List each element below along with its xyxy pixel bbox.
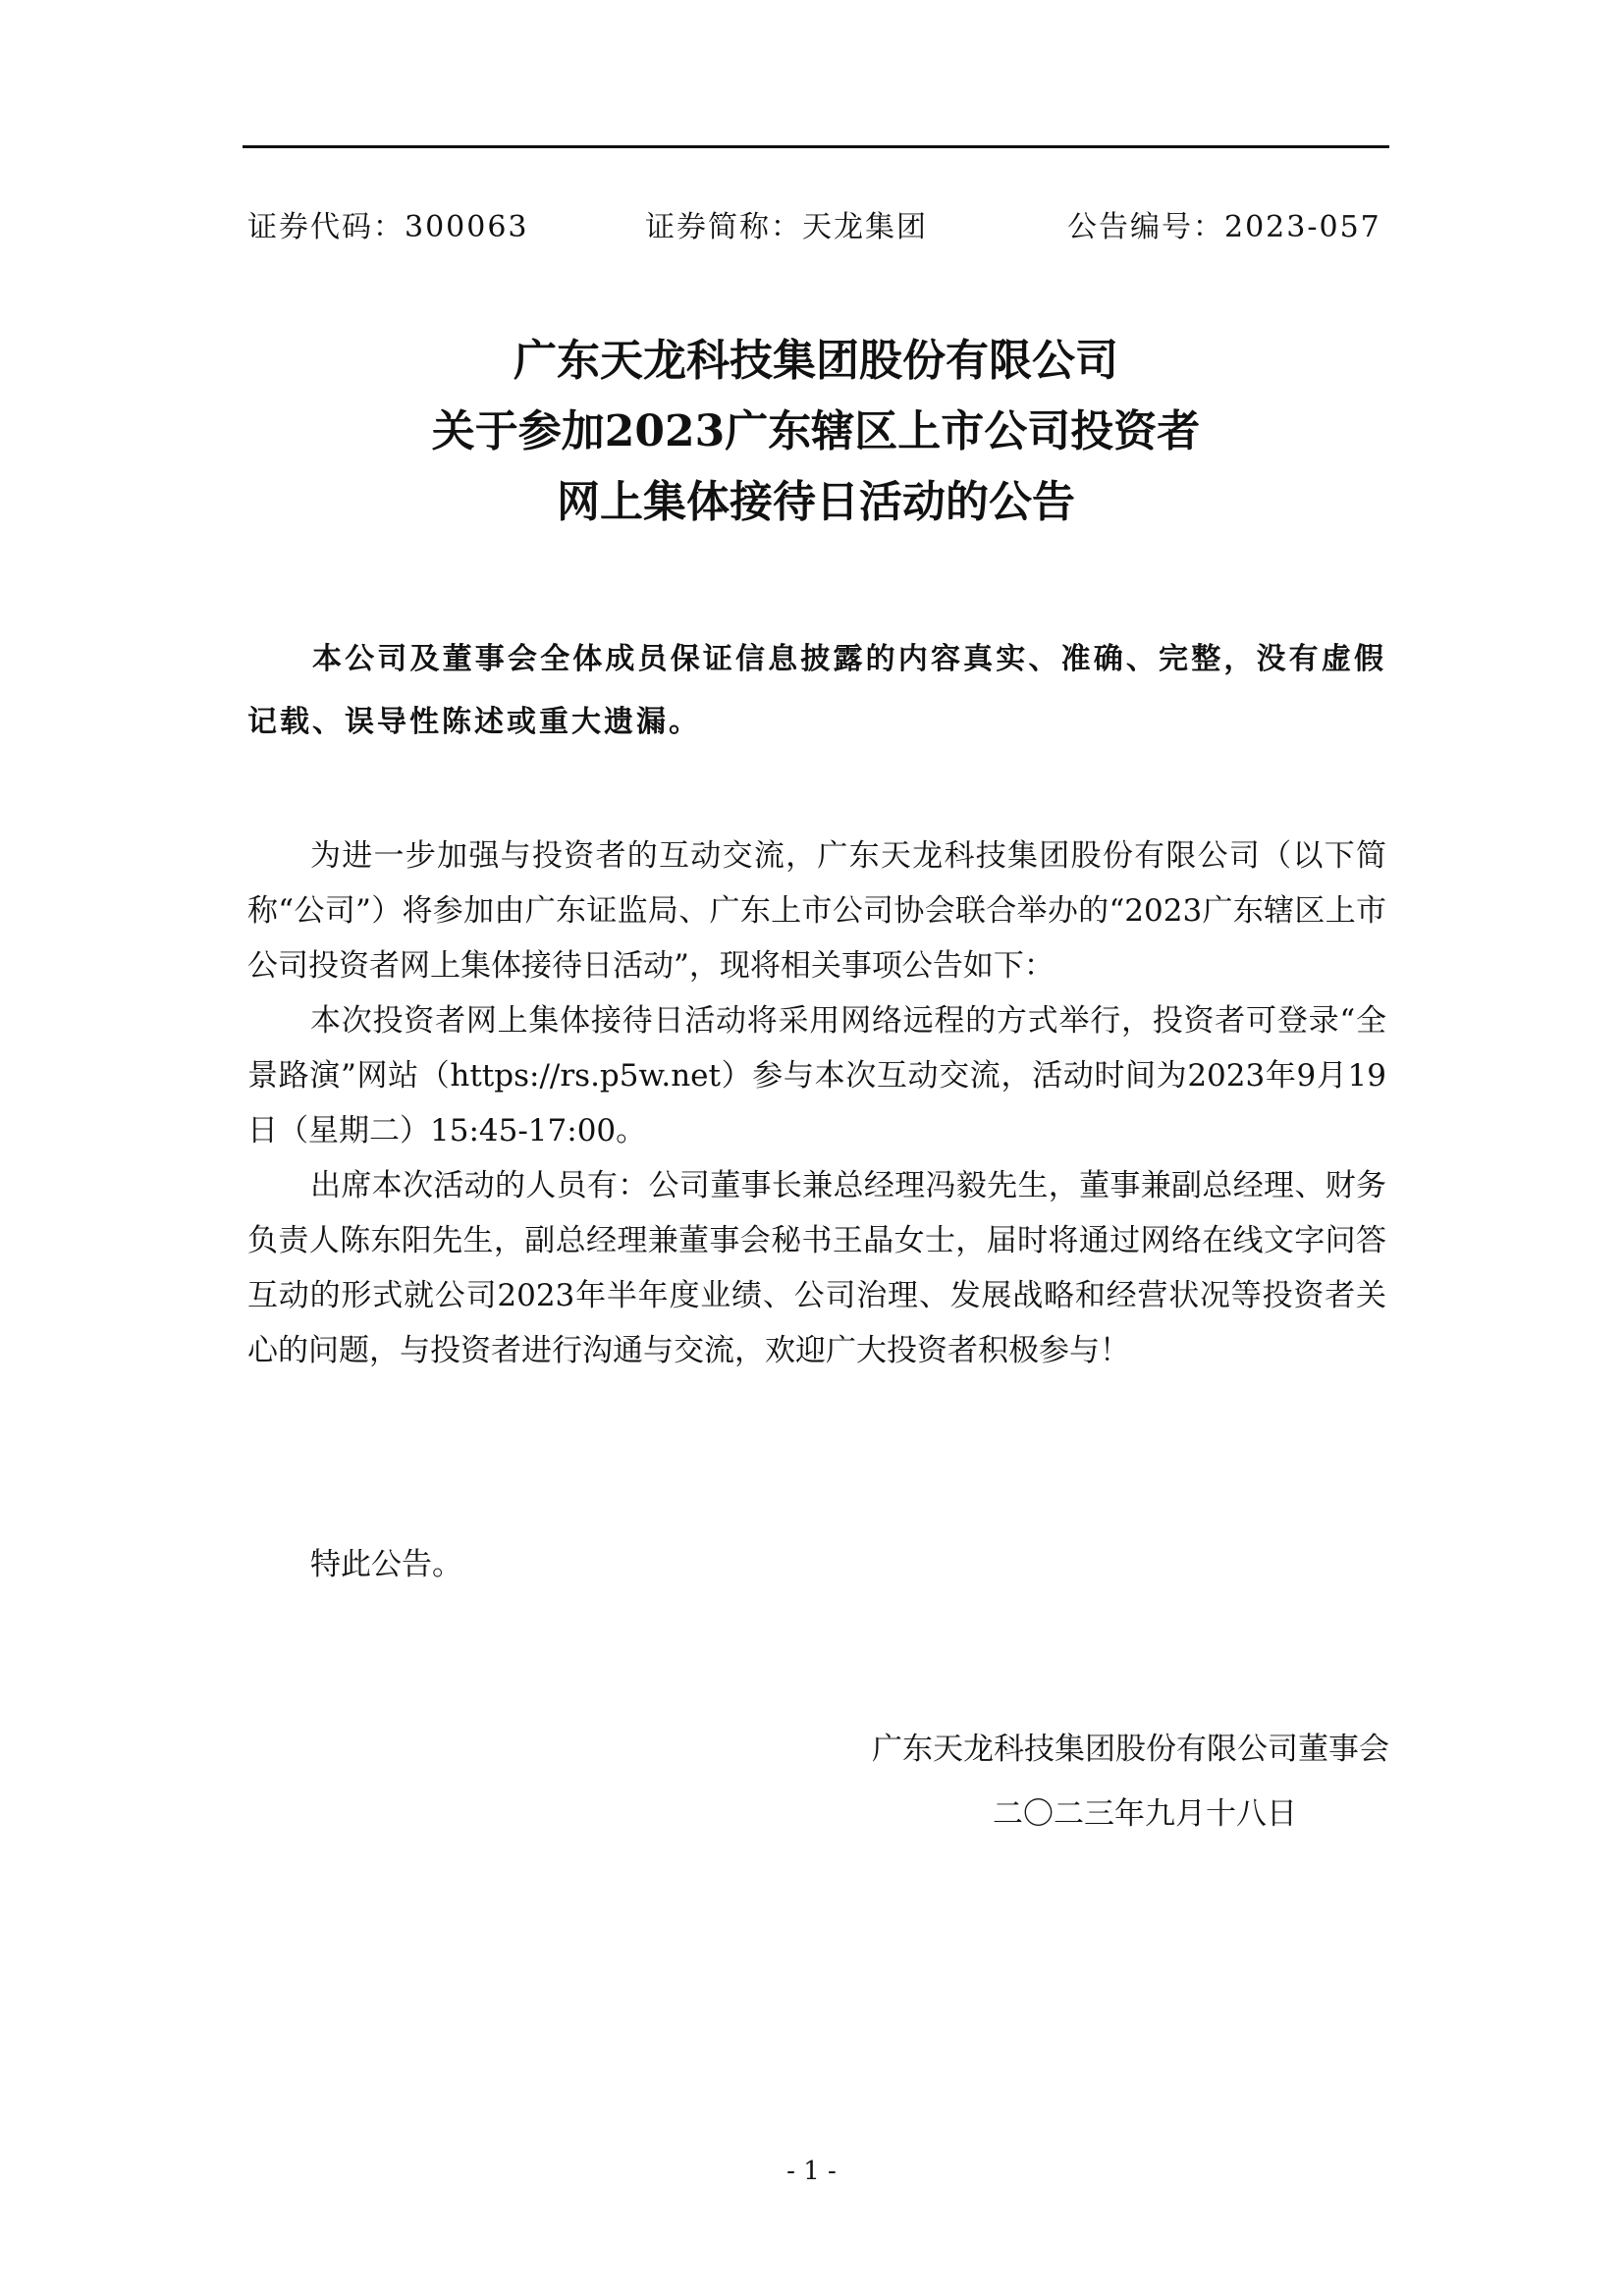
closing-statement: 特此公告。 — [310, 1547, 462, 1582]
stock-code: 证券代码：300063 — [247, 210, 529, 244]
page-number: - 1 - — [786, 2157, 837, 2186]
header-rule — [243, 145, 1389, 148]
announcement-number: 公告编号：2023-057 — [1067, 210, 1381, 244]
title-line-1: 广东天龙科技集团股份有限公司 — [514, 336, 1118, 386]
signature-company: 广东天龙科技集团股份有限公司董事会 — [872, 1732, 1389, 1767]
stock-abbreviation: 证券简称：天龙集团 — [645, 210, 928, 244]
title-line-3: 网上集体接待日活动的公告 — [557, 477, 1075, 527]
signature-date: 二〇二三年九月十八日 — [993, 1796, 1297, 1832]
board-guarantee-notice: 本公司及董事会全体成员保证信息披露的内容真实、准确、完整，没有虚假记载、误导性陈述或重大遗漏。 — [247, 642, 1386, 739]
body-paragraph-2: 本次投资者网上集体接待日活动将采用网络远程的方式举行，投资者可登录“全景路演”网站（https://rs.p5w.net）参与本次互动交流，活动时间为2023年9月19日（星期二）15:45-17:00。 — [247, 1003, 1386, 1148]
document-title — [243, 326, 1389, 538]
title-line-2: 关于参加2023广东辖区上市公司投资者 — [431, 406, 1201, 456]
announcement-body — [247, 828, 1386, 1378]
body-paragraph-1: 为进一步加强与投资者的互动交流，广东天龙科技集团股份有限公司（以下简称“公司”）将参加由广东证监局、广东上市公司协会联合举办的“2023广东辖区上市公司投资者网上集体接待日活动”，现将相关事项公告如下： — [247, 838, 1386, 984]
body-paragraph-3: 出席本次活动的人员有：公司董事长兼总经理冯毅先生，董事兼副总经理、财务负责人陈东阳先生，副总经理兼董事会秘书王晶女士，届时将通过网络在线文字问答互动的形式就公司2023年半年度业绩、公司治理、发展战略和经营状况等投资者关心的问题，与投资者进行沟通与交流，欢迎广大投资者积极参与！ — [247, 1168, 1386, 1368]
announcement-header — [247, 208, 1381, 247]
